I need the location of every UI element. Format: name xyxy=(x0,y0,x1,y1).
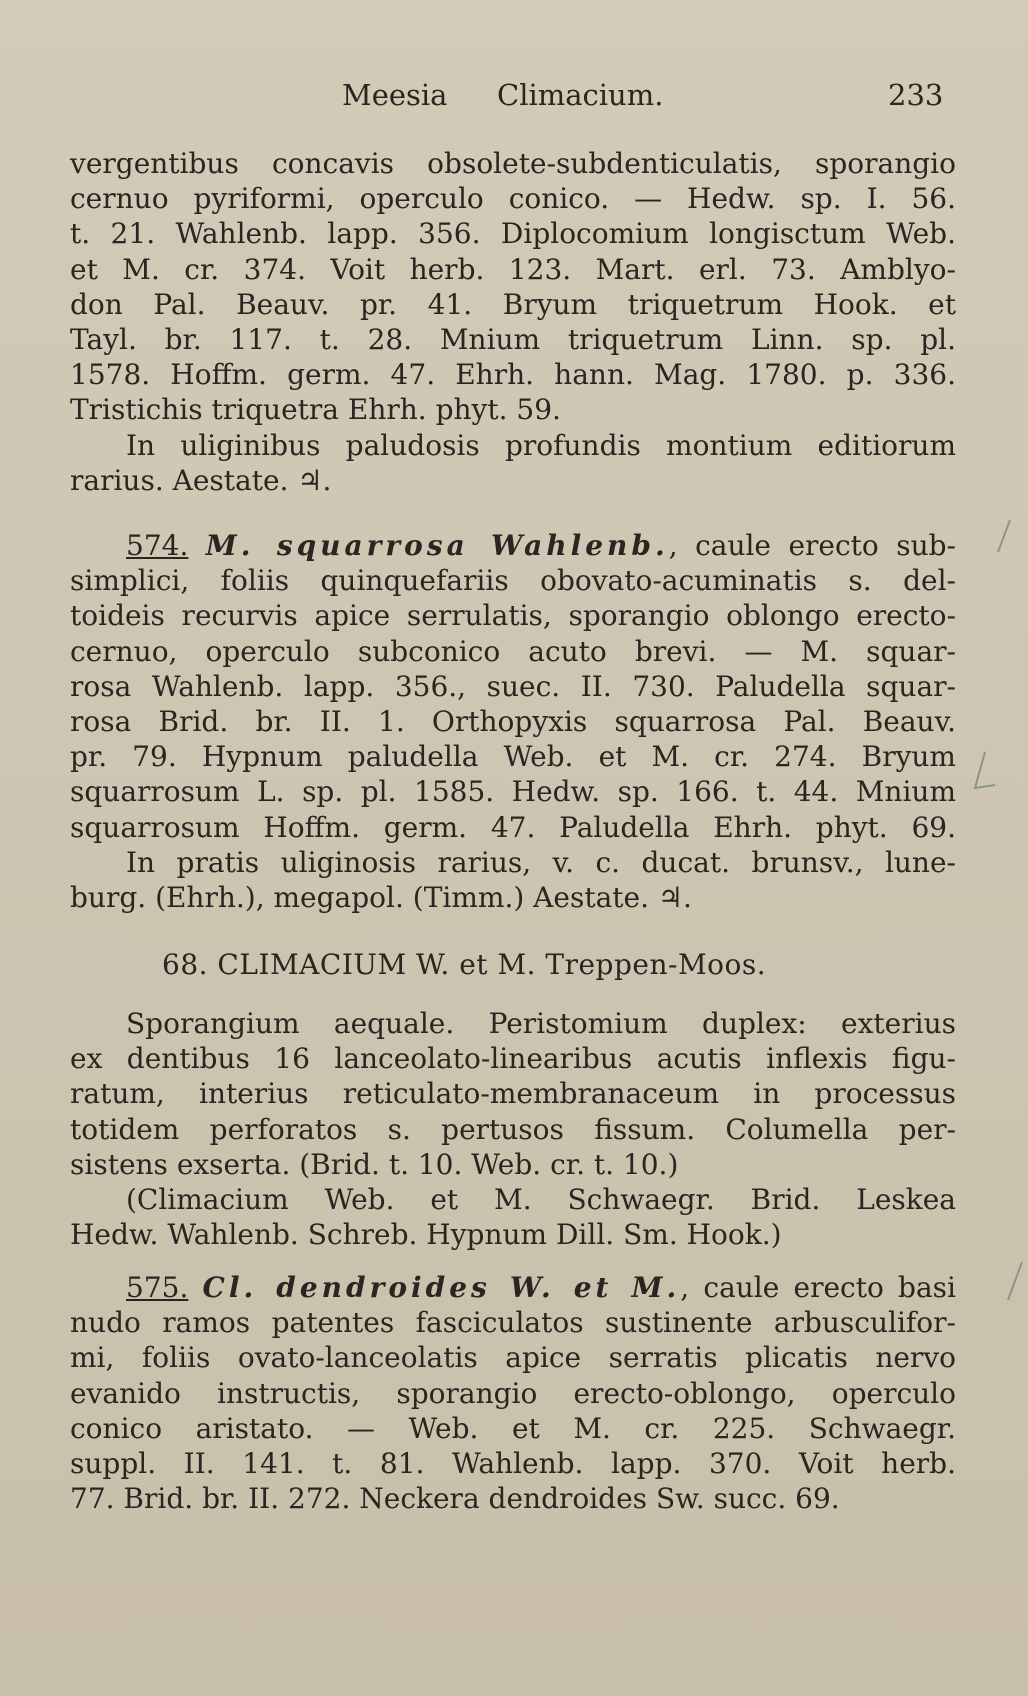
text-line: ratum, interius reticulato-membranaceum in processus xyxy=(70,1077,956,1111)
entry-first-line xyxy=(70,528,956,563)
genus-heading: 68. CLIMACIUM W. et M. Treppen-Moos. xyxy=(162,948,767,981)
genus-description xyxy=(70,1006,956,1252)
species-name: M. squarrosa Wahlenb. xyxy=(205,529,669,562)
text-line: rosa Wahlenb. lapp. 356., suec. II. 730. Paludella squar- xyxy=(70,669,956,703)
text-line: squarrosum L. sp. pl. 1585. Hedw. sp. 166. t. 44. Mnium xyxy=(70,775,956,809)
habitat-line: In pratis uliginosis rarius, v. c. ducat. brunsv., lune- xyxy=(126,845,956,879)
entry-first-line xyxy=(70,1270,956,1305)
text-line: vergentibus concavis obsolete-subdenticulatis, sporangio xyxy=(70,147,956,180)
text-line: don Pal. Beauv. pr. 41. Bryum triquetrum Hook. et xyxy=(70,287,956,321)
text-line: evanido instructis, sporangio erecto-oblongo, operculo xyxy=(70,1376,956,1410)
text-line: cernuo pyriformi, operculo conico. — Hedw. sp. I. 56. xyxy=(70,182,956,216)
text-line: conico aristato. — Web. et M. cr. 225. Schwaegr. xyxy=(70,1411,956,1445)
synonym-line: (Climacium Web. et M. Schwaegr. Brid. Leskea xyxy=(126,1183,956,1217)
header-right-title: Climacium. xyxy=(497,78,664,112)
header-left-title: Meesia xyxy=(342,78,448,112)
text-line: totidem perforatos s. pertusos fissum. Columella per- xyxy=(70,1112,956,1146)
text-line: rosa Brid. br. II. 1. Orthopyxis squarrosa Pal. Beauv. xyxy=(70,705,956,739)
text-line: 1578. Hoffm. germ. 47. Ehrh. hann. Mag. 1780. p. 336. xyxy=(70,358,956,392)
text-line: toideis recurvis apice serrulatis, sporangio oblongo erecto- xyxy=(70,599,956,633)
text-line: mi, foliis ovato-lanceolatis apice serratis plicatis nervo xyxy=(70,1341,956,1375)
synonym-line: Hedw. Wahlenb. Schreb. Hypnum Dill. Sm. Hook.) xyxy=(70,1218,782,1252)
species-name: Cl. dendroides W. et M. xyxy=(202,1271,681,1304)
text-line: suppl. II. 141. t. 81. Wahlenb. lapp. 370. Voit herb. xyxy=(70,1447,956,1481)
text-line: cernuo, operculo subconico acuto brevi. — M. squar- xyxy=(70,634,956,668)
running-header xyxy=(0,78,1028,118)
text-line: , caule erecto sub- xyxy=(668,529,957,562)
text-line: ex dentibus 16 lanceolato-linearibus acutis inflexis figu- xyxy=(70,1042,956,1076)
text-line: et M. cr. 374. Voit herb. 123. Mart. erl. 73. Amblyo- xyxy=(70,252,956,286)
page-number: 233 xyxy=(888,78,944,112)
text-line: squarrosum Hoffm. germ. 47. Paludella Ehrh. phyt. 69. xyxy=(70,810,956,844)
entry-continuation xyxy=(70,146,956,498)
entry-574 xyxy=(70,528,956,915)
habitat-line: rarius. Aestate. ♃. xyxy=(70,463,332,497)
text-line: sistens exserta. (Brid. t. 10. Web. cr. t. 10.) xyxy=(70,1147,679,1181)
pencil-mark xyxy=(1008,1262,1022,1300)
text-line: , caule erecto basi xyxy=(680,1271,956,1304)
habitat-line: In uliginibus paludosis profundis montium editiorum xyxy=(126,428,956,462)
text-line: nudo ramos patentes fasciculatos sustinente arbusculifor- xyxy=(70,1306,956,1340)
text-line: Tayl. br. 117. t. 28. Mnium triquetrum Linn. sp. pl. xyxy=(70,323,956,357)
text-line: t. 21. Wahlenb. lapp. 356. Diplocomium longisctum Web. xyxy=(70,217,956,251)
pencil-mark xyxy=(998,520,1010,552)
text-line: Tristichis triquetra Ehrh. phyt. 59. xyxy=(70,393,561,427)
entry-number: 575. xyxy=(126,1271,189,1304)
text-line: Sporangium aequale. Peristomium duplex: exterius xyxy=(126,1007,956,1040)
pencil-mark xyxy=(975,752,995,788)
text-line: 77. Brid. br. II. 272. Neckera dendroides Sw. succ. 69. xyxy=(70,1482,840,1516)
habitat-line: burg. (Ehrh.), megapol. (Timm.) Aestate. ♃. xyxy=(70,881,692,915)
entry-number: 574. xyxy=(126,529,189,562)
text-line: simplici, foliis quinquefariis obovato-acuminatis s. del- xyxy=(70,564,956,598)
text-line: pr. 79. Hypnum paludella Web. et M. cr. 274. Bryum xyxy=(70,740,956,774)
entry-575 xyxy=(70,1270,956,1516)
